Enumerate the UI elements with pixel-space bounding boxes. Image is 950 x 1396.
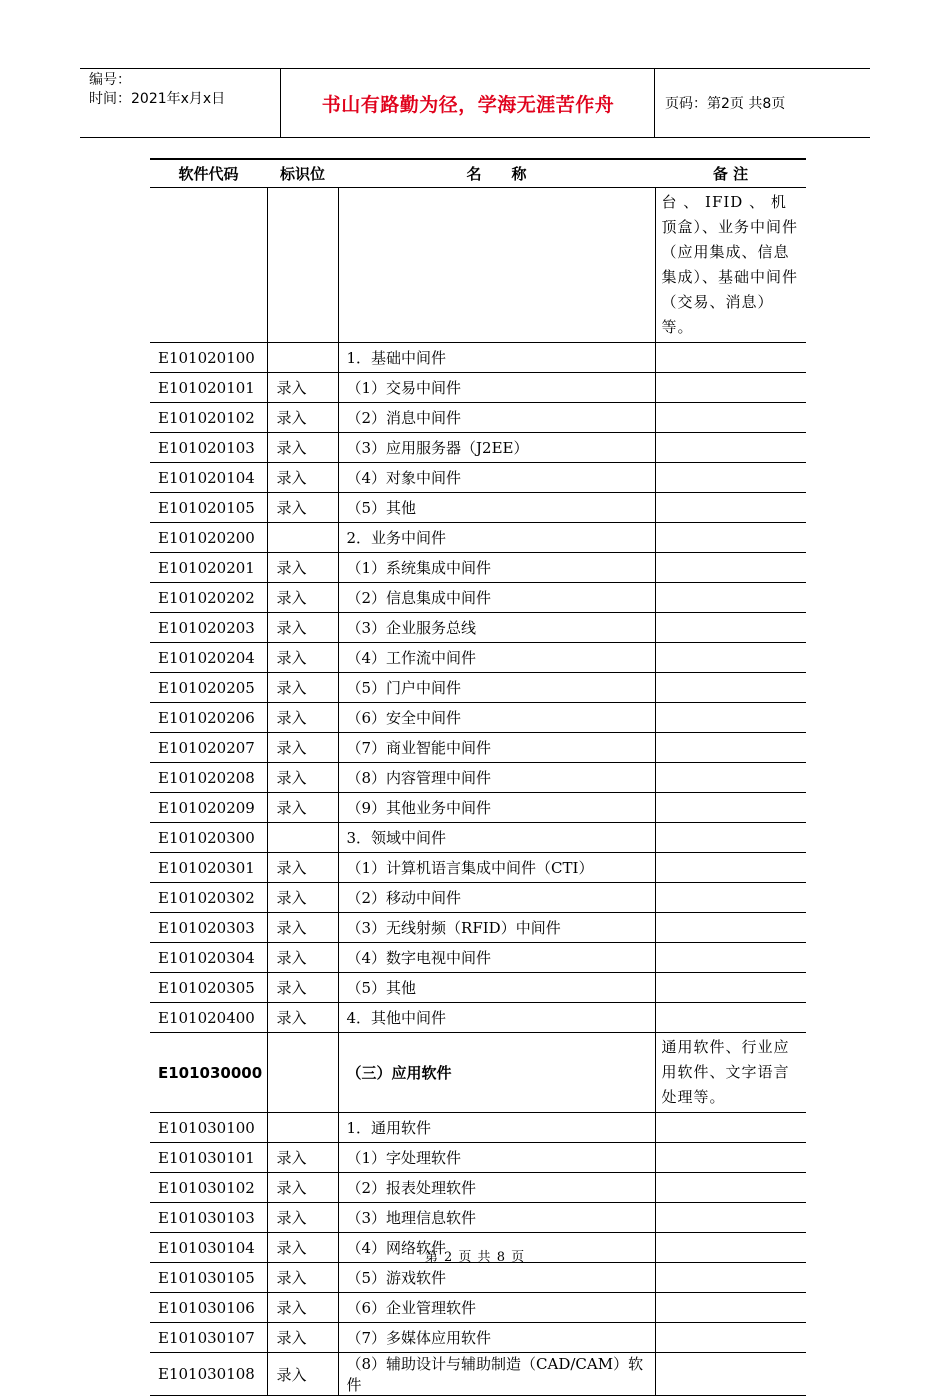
note-cell [655, 463, 806, 493]
table-row [150, 1113, 806, 1143]
flag-cell: 录入 [267, 1143, 338, 1173]
code-cell: E101030107 [150, 1323, 267, 1353]
code-cell: E101020100 [150, 343, 267, 373]
code-cell: E101020202 [150, 583, 267, 613]
note-cell [655, 343, 806, 373]
flag-cell: 录入 [267, 1263, 338, 1293]
name-cell: （2）报表处理软件 [338, 1173, 655, 1203]
table-body [150, 188, 806, 1396]
table-row [150, 523, 806, 553]
flag-cell: 录入 [267, 1233, 338, 1263]
flag-cell: 录入 [267, 1203, 338, 1233]
table-row [150, 1003, 806, 1033]
flag-cell: 录入 [267, 853, 338, 883]
flag-cell: 录入 [267, 553, 338, 583]
flag-cell: 录入 [267, 973, 338, 1003]
note-cell [655, 943, 806, 973]
code-cell: E101030101 [150, 1143, 267, 1173]
code-cell: E101020204 [150, 643, 267, 673]
table-row [150, 643, 806, 673]
code-cell [150, 188, 267, 343]
name-cell: （3）应用服务器（J2EE） [338, 433, 655, 463]
table-row [150, 403, 806, 433]
flag-cell [267, 188, 338, 343]
code-cell: E101030106 [150, 1293, 267, 1323]
table-row [150, 1173, 806, 1203]
note-cell [655, 1173, 806, 1203]
code-cell: E101020203 [150, 613, 267, 643]
name-cell: （5）其他 [338, 973, 655, 1003]
name-cell: （4）网络软件 [338, 1233, 655, 1263]
page-footer: 第 2 页 共 8 页 [424, 1250, 526, 1265]
note-cell [655, 613, 806, 643]
note-cell [655, 583, 806, 613]
flag-cell [267, 823, 338, 853]
note-cell [655, 1323, 806, 1353]
name-cell: 1．通用软件 [338, 1113, 655, 1143]
note-cell [655, 553, 806, 583]
name-cell: （1）交易中间件 [338, 373, 655, 403]
code-cell: E101020102 [150, 403, 267, 433]
flag-cell: 录入 [267, 733, 338, 763]
header-page-info: 页码：第2页 共8页 [665, 96, 786, 112]
code-cell: E101020207 [150, 733, 267, 763]
note-cell [655, 1203, 806, 1233]
table-row [150, 703, 806, 733]
table-row [150, 343, 806, 373]
name-cell: （1）字处理软件 [338, 1143, 655, 1173]
table-row [150, 433, 806, 463]
name-cell: （3）地理信息软件 [338, 1203, 655, 1233]
flag-cell: 录入 [267, 673, 338, 703]
flag-cell [267, 1033, 338, 1113]
code-cell: E101030104 [150, 1233, 267, 1263]
table-row [150, 793, 806, 823]
table-row [150, 1033, 806, 1113]
table-row [150, 913, 806, 943]
code-cell: E101030105 [150, 1263, 267, 1293]
code-cell: E101020400 [150, 1003, 267, 1033]
flag-cell: 录入 [267, 493, 338, 523]
note-cell [655, 973, 806, 1003]
name-cell: （9）其他业务中间件 [338, 793, 655, 823]
note-cell [655, 523, 806, 553]
note-cell [655, 1263, 806, 1293]
table-row [150, 883, 806, 913]
note-cell: 台 、 IFID 、 机 顶盒）、业务中间件（应用集成、信息集成）、基础中间件（交易、消息）等。 [655, 188, 806, 343]
table-row [150, 493, 806, 523]
table-row [150, 823, 806, 853]
name-cell: （5）游戏软件 [338, 1263, 655, 1293]
name-cell: （7）商业智能中间件 [338, 733, 655, 763]
table-row [150, 1263, 806, 1293]
flag-cell: 录入 [267, 433, 338, 463]
flag-cell: 录入 [267, 1353, 338, 1396]
note-cell [655, 403, 806, 433]
code-cell: E101020304 [150, 943, 267, 973]
note-cell [655, 703, 806, 733]
code-cell: E101020103 [150, 433, 267, 463]
name-cell: （7）多媒体应用软件 [338, 1323, 655, 1353]
table-row [150, 973, 806, 1003]
name-cell: 2．业务中间件 [338, 523, 655, 553]
name-cell: （4）数字电视中间件 [338, 943, 655, 973]
table-row [150, 943, 806, 973]
software-code-table [150, 158, 806, 1396]
name-cell: 4．其他中间件 [338, 1003, 655, 1033]
table-header-row [150, 159, 806, 188]
note-cell [655, 433, 806, 463]
column-header-note: 备 注 [655, 159, 806, 188]
code-cell: E101030108 [150, 1353, 267, 1396]
table-row [150, 1203, 806, 1233]
column-header-code: 软件代码 [150, 159, 267, 188]
name-cell: （5）门户中间件 [338, 673, 655, 703]
flag-cell: 录入 [267, 703, 338, 733]
time-label: 时间：2021年x月x日 [89, 91, 226, 107]
flag-cell: 录入 [267, 913, 338, 943]
name-cell: （6）安全中间件 [338, 703, 655, 733]
code-cell: E101020101 [150, 373, 267, 403]
note-cell [655, 643, 806, 673]
note-cell [655, 793, 806, 823]
table-row [150, 188, 806, 343]
table-row [150, 1143, 806, 1173]
name-cell: 1．基础中间件 [338, 343, 655, 373]
name-cell: 3．领域中间件 [338, 823, 655, 853]
table-row [150, 733, 806, 763]
header-motto: 书山有路勤为径，学海无涯苦作舟 [282, 69, 655, 137]
note-cell [655, 1143, 806, 1173]
column-header-flag: 标识位 [267, 159, 338, 188]
flag-cell: 录入 [267, 943, 338, 973]
number-label: 编号： [89, 72, 131, 88]
table-row [150, 1353, 806, 1396]
flag-cell: 录入 [267, 793, 338, 823]
name-cell [338, 188, 655, 343]
note-cell [655, 853, 806, 883]
flag-cell: 录入 [267, 883, 338, 913]
note-cell [655, 733, 806, 763]
name-cell: （3）企业服务总线 [338, 613, 655, 643]
flag-cell: 录入 [267, 613, 338, 643]
name-cell: （8）辅助设计与辅助制造（CAD/CAM）软件 [338, 1353, 655, 1396]
flag-cell: 录入 [267, 373, 338, 403]
note-cell [655, 1113, 806, 1143]
column-header-name: 名 称 [338, 159, 655, 188]
table-row [150, 673, 806, 703]
flag-cell: 录入 [267, 403, 338, 433]
note-cell: 通用软件、行业应用软件、文字语言处理等。 [655, 1033, 806, 1113]
note-cell [655, 373, 806, 403]
name-cell: （4）对象中间件 [338, 463, 655, 493]
name-cell: （1）计算机语言集成中间件（CTI） [338, 853, 655, 883]
code-cell: E101020208 [150, 763, 267, 793]
table-row [150, 583, 806, 613]
flag-cell: 录入 [267, 1173, 338, 1203]
table-row [150, 763, 806, 793]
name-cell: （2）移动中间件 [338, 883, 655, 913]
flag-cell: 录入 [267, 1323, 338, 1353]
flag-cell: 录入 [267, 463, 338, 493]
code-cell: E101020201 [150, 553, 267, 583]
code-cell: E101020301 [150, 853, 267, 883]
table-row [150, 1293, 806, 1323]
note-cell [655, 763, 806, 793]
code-cell: E101020105 [150, 493, 267, 523]
code-cell: E101020209 [150, 793, 267, 823]
note-cell [655, 493, 806, 523]
note-cell [655, 913, 806, 943]
name-cell: （8）内容管理中间件 [338, 763, 655, 793]
code-cell: E101020206 [150, 703, 267, 733]
flag-cell: 录入 [267, 1003, 338, 1033]
name-cell: （2）消息中间件 [338, 403, 655, 433]
code-cell: E101030100 [150, 1113, 267, 1143]
name-cell: （1）系统集成中间件 [338, 553, 655, 583]
code-cell: E101020205 [150, 673, 267, 703]
code-cell: E101030000 [150, 1033, 267, 1113]
name-cell: （6）企业管理软件 [338, 1293, 655, 1323]
note-cell [655, 823, 806, 853]
note-cell [655, 1293, 806, 1323]
name-cell: （5）其他 [338, 493, 655, 523]
flag-cell [267, 523, 338, 553]
flag-cell: 录入 [267, 763, 338, 793]
flag-cell: 录入 [267, 1293, 338, 1323]
table-row [150, 463, 806, 493]
note-cell [655, 1003, 806, 1033]
document-header [80, 68, 870, 138]
note-cell [655, 673, 806, 703]
code-cell: E101020302 [150, 883, 267, 913]
name-cell: （4）工作流中间件 [338, 643, 655, 673]
code-cell: E101030103 [150, 1203, 267, 1233]
name-cell: （三）应用软件 [338, 1033, 655, 1113]
table-row [150, 553, 806, 583]
table-row [150, 613, 806, 643]
note-cell [655, 883, 806, 913]
flag-cell: 录入 [267, 583, 338, 613]
code-cell: E101030102 [150, 1173, 267, 1203]
name-cell: （3）无线射频（RFID）中间件 [338, 913, 655, 943]
code-cell: E101020303 [150, 913, 267, 943]
flag-cell [267, 343, 338, 373]
code-cell: E101020305 [150, 973, 267, 1003]
table-row [150, 373, 806, 403]
code-cell: E101020200 [150, 523, 267, 553]
table-row [150, 1323, 806, 1353]
code-cell: E101020300 [150, 823, 267, 853]
note-cell [655, 1353, 806, 1396]
flag-cell [267, 1113, 338, 1143]
flag-cell: 录入 [267, 643, 338, 673]
header-meta [80, 69, 281, 137]
code-cell: E101020104 [150, 463, 267, 493]
name-cell: （2）信息集成中间件 [338, 583, 655, 613]
table-row [150, 853, 806, 883]
